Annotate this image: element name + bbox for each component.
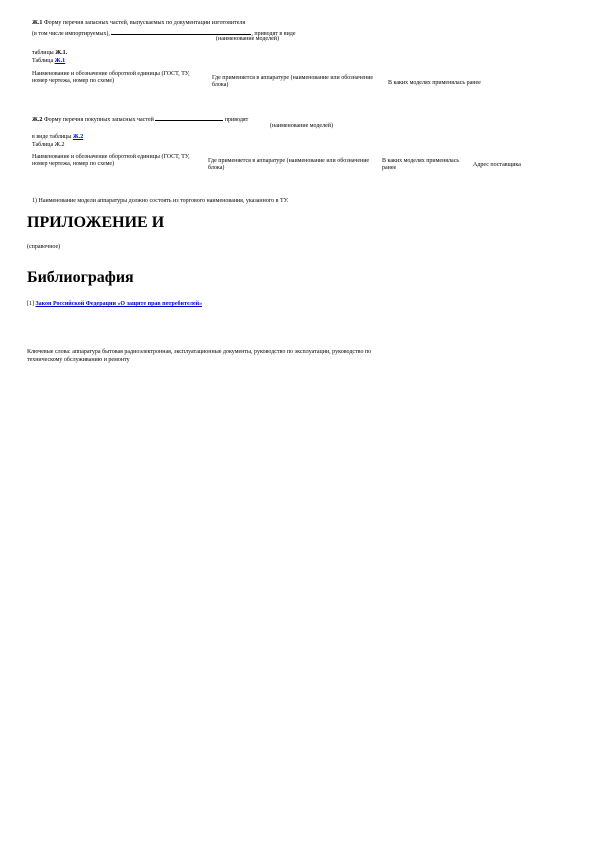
zh1-header-col3: В каких моделях применялась ранее [388, 80, 481, 86]
zh2-intro-line1 [32, 114, 248, 124]
zh1-sub-note: (наименование моделей) [216, 36, 279, 42]
zh2-header-col4: Адрес поставщика [473, 162, 521, 168]
zh1-table-ref [32, 50, 67, 57]
zh2-header-col3: В каких моделях применялась ранее [382, 158, 460, 171]
zh1-number: Ж.1 [32, 20, 43, 26]
zh2-blank-line [155, 114, 223, 121]
appendix-subtitle: (справочное) [27, 244, 61, 250]
zh1-caption-prefix: Таблица [32, 58, 54, 64]
zh1-intro-text2: (в том числе импортируемых), [32, 31, 110, 37]
bibliography-ref [27, 301, 202, 308]
zh2-table-link[interactable]: Ж.2 [72, 134, 84, 140]
zh2-caption: Таблица Ж.2 [32, 142, 65, 148]
keywords-line1: Ключевые слова: аппаратура бытовая радиоэлектронная, эксплуатационные документы, руководство по эксплуатации, руководство по [27, 349, 372, 355]
footnote: 1) Наименование модели аппаратуры должно состоять из торгового наименования, указанного в ТУ. [32, 198, 289, 204]
zh1-table-prefix: таблицы [32, 50, 54, 56]
zh2-header-col2: Где применяется в аппаратуре (наименование или обозначение блока) [208, 158, 370, 171]
zh1-table-ref-bold: Ж.1. [55, 50, 68, 56]
zh1-header-col2: Где применяется в аппаратуре (наименование или обозначение блока) [212, 75, 374, 88]
zh1-intro-line1 [32, 20, 245, 27]
bibliography-ref-number: [1] [27, 301, 34, 307]
zh1-caption [32, 58, 65, 65]
bibliography-title: Библиография [27, 269, 134, 286]
zh2-table-prefix: в виде таблицы [32, 134, 72, 140]
zh1-blank-line [111, 28, 251, 35]
zh2-intro-text: Форму перечня покупных запасных частей [43, 117, 154, 123]
zh2-sub-note: (наименование моделей) [270, 123, 333, 129]
zh1-intro-text: Форму перечня запасных частей, выпускаемых по документации изготовителя [43, 20, 246, 26]
appendix-title: ПРИЛОЖЕНИЕ И [27, 214, 165, 231]
zh1-caption-link[interactable]: Ж.1 [54, 58, 66, 64]
zh1-header-col1: Наименование и обозначение оборотной единицы (ГОСТ, ТУ, номер чертежа, номер по схеме) [32, 71, 190, 84]
zh2-intro-tail: приводят [224, 117, 249, 123]
zh2-header-col1: Наименование и обозначение оборотной единицы (ГОСТ, ТУ, номер чертежа, номер по схеме) [32, 154, 190, 167]
bibliography-ref-link[interactable]: Закон Российской Федерации «О защите прав потребителей» [35, 301, 203, 307]
zh1-intro-tail: , приводят в виде [251, 31, 296, 37]
zh2-number: Ж.2 [32, 117, 43, 123]
keywords-line2: техническому обслуживанию и ремонту [27, 357, 130, 363]
zh2-table-ref [32, 134, 83, 141]
